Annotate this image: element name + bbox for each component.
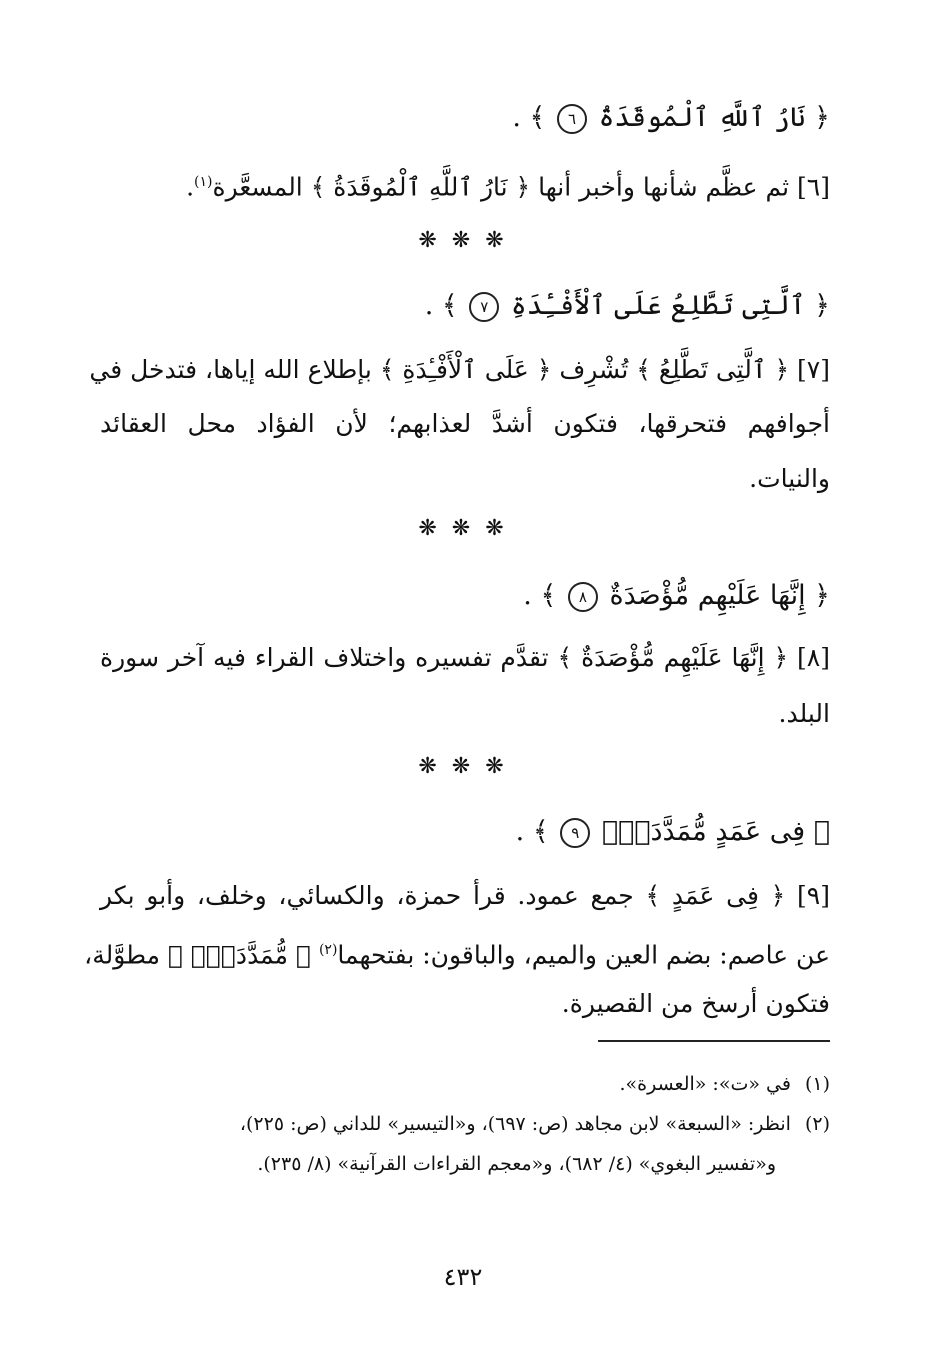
- verse-text: ﴿ ٱلَّتِى تَطَّلِعُ عَلَى ٱلْأَفْـِٔدَةِ: [510, 290, 830, 321]
- paragraph-8-line-2: البلد.: [778, 699, 830, 728]
- paragraph-text: عن عاصم: بضم العين والميم، والباقون: بفتحهما: [337, 940, 830, 970]
- footnote-number: (٢): [804, 1113, 830, 1135]
- verse-number-badge: ٦: [557, 104, 587, 134]
- paragraph-text: ﴿ مُّمَدَّدَةٍۭ ﴾ مطوَّلة،: [84, 940, 319, 970]
- footnote-ref: (٢): [318, 942, 338, 958]
- paragraph-8-line-1: [٨] ﴿ إِنَّهَا عَلَيْهِم مُّؤْصَدَةٌ ﴾ تقدَّم تفسيره واختلاف القراء فيه آخر سورة: [100, 643, 830, 672]
- verse-text: ﴿ فِى عَمَدٍ مُّمَدَّدَةٍۭ: [601, 816, 830, 847]
- verse-9: [100, 810, 830, 854]
- verse-text: ﴿ نَارُ ٱللَّهِ ٱلْمُوقَدَةُ: [598, 102, 830, 133]
- footnote-2-line-2: و«تفسير البغوي» (٤/ ٦٨٢)، و«معجم القراءات القرآنية» (٨/ ٢٣٥).: [257, 1153, 776, 1175]
- verse-text: ﴿ إِنَّهَا عَلَيْهِم مُّؤْصَدَةٌ: [609, 580, 830, 611]
- verse-number-badge: ٧: [469, 292, 499, 322]
- verse-number-badge: ٩: [560, 818, 590, 848]
- verse-end: ﴾ .: [512, 102, 546, 133]
- footnote-text: في «ت»: «العسرة».: [619, 1073, 791, 1095]
- section-separator: ❋ ❋ ❋: [418, 754, 508, 779]
- verse-6: [100, 96, 830, 140]
- paragraph-text: [٦] ثم عظَّم شأنها وأخبر أنها ﴿ نَارُ ٱللَّهِ ٱلْمُوقَدَةُ ﴾ المسعَّرة: [212, 172, 830, 202]
- section-separator: ❋ ❋ ❋: [418, 516, 508, 541]
- footnote-number: (١): [804, 1073, 830, 1095]
- paragraph-9-line-2: [84, 930, 830, 975]
- section-separator: ❋ ❋ ❋: [418, 228, 508, 253]
- verse-end: ﴾ .: [424, 290, 458, 321]
- paragraph-7-line-3: والنيات.: [749, 464, 830, 493]
- verse-end: ﴾ .: [515, 816, 549, 847]
- footnote-ref: (١): [194, 174, 213, 190]
- footnote-1: [100, 1068, 830, 1100]
- paragraph-text: .: [186, 172, 195, 202]
- footnote-text: انظر: «السبعة» لابن مجاهد (ص: ٦٩٧)، و«التيسير» للداني (ص: ٢٢٥)،: [239, 1113, 791, 1135]
- verse-8: [100, 574, 830, 618]
- paragraph-9-line-1: [٩] ﴿ فِى عَمَدٍ ﴾ جمع عمود. قرأ حمزة، والكسائي، وخلف، وأبو بكر: [100, 881, 830, 910]
- paragraph-9-line-3: فتكون أرسخ من القصيرة.: [561, 989, 830, 1018]
- verse-end: ﴾ .: [523, 580, 557, 611]
- footnote-divider: [598, 1040, 830, 1042]
- footnote-2: [100, 1108, 830, 1140]
- verse-number-badge: ٨: [568, 582, 598, 612]
- page-number: ٤٣٢: [443, 1263, 483, 1291]
- paragraph-7-line-1: [٧] ﴿ ٱلَّتِى تَطَّلِعُ ﴾ تُشْرِف ﴿ عَلَى ٱلْأَفْـِٔدَةِ ﴾ بإطلاع الله إياها، فتدخل في: [89, 355, 830, 384]
- paragraph-6-line-1: [100, 162, 830, 207]
- paragraph-7-line-2: أجوافهم فتحرقها، فتكون أشدَّ لعذابهم؛ لأن الفؤاد محل العقائد: [100, 409, 830, 438]
- verse-7: [100, 284, 830, 328]
